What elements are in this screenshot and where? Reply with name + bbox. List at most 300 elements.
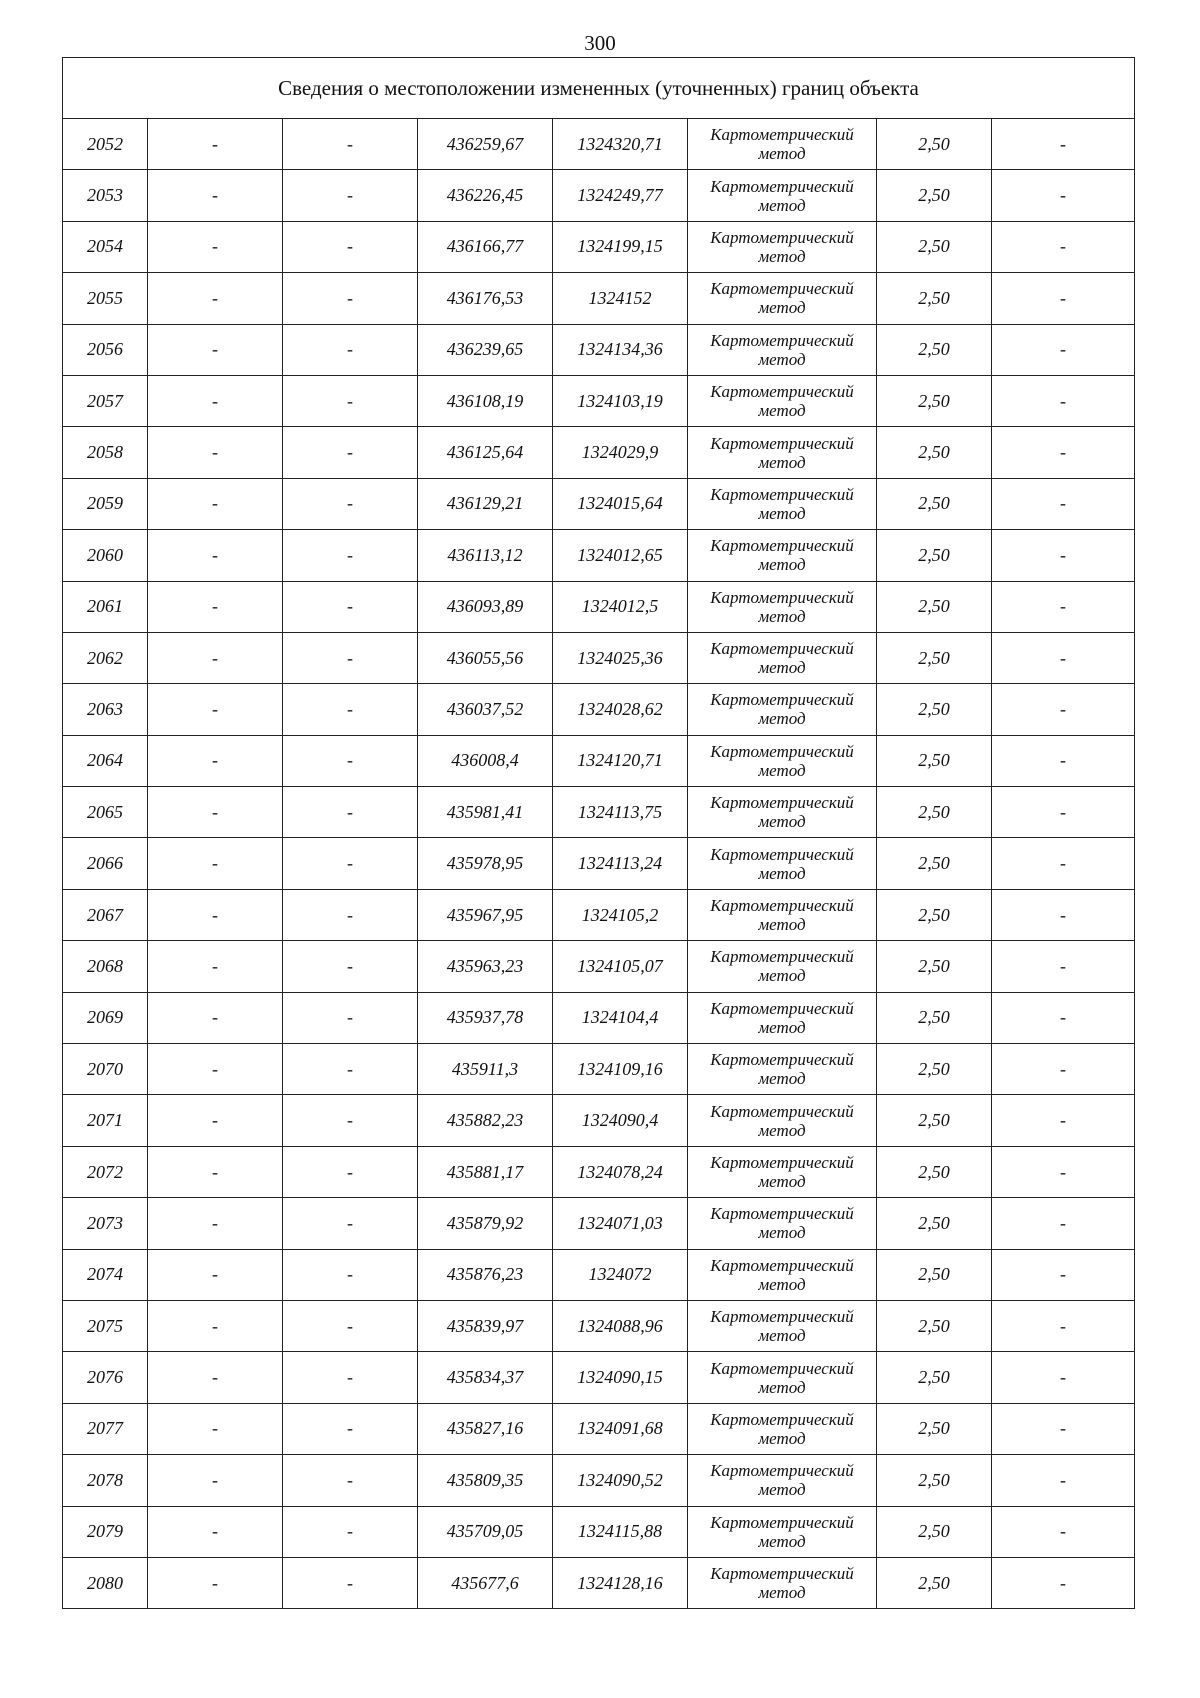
method-line1: Картометрический: [710, 793, 854, 813]
table-row: [63, 889, 1135, 940]
description-cell: -: [992, 632, 1135, 683]
point-number-cell: 2073: [63, 1198, 148, 1249]
x-coordinate-cell: 435882,23: [418, 1095, 553, 1146]
point-number-cell: 2074: [63, 1249, 148, 1300]
point-number-cell: 2055: [63, 273, 148, 324]
method-line2: метод: [758, 1377, 806, 1397]
old-x-cell: -: [148, 1352, 283, 1403]
method-cell: [688, 1300, 877, 1351]
x-coordinate-cell: 435967,95: [418, 889, 553, 940]
method-line2: метод: [758, 144, 806, 164]
x-coordinate-cell: 436093,89: [418, 581, 553, 632]
x-coordinate-cell: 436108,19: [418, 375, 553, 426]
old-x-cell: -: [148, 735, 283, 786]
method-line2: метод: [758, 606, 806, 626]
method-line1: Картометрический: [710, 433, 854, 453]
method-line1: Картометрический: [710, 536, 854, 556]
method-line1: Картометрический: [710, 382, 854, 402]
old-y-cell: -: [283, 1455, 418, 1506]
method-line1: Картометрический: [710, 1358, 854, 1378]
description-cell: -: [992, 1506, 1135, 1557]
x-coordinate-cell: 435834,37: [418, 1352, 553, 1403]
old-x-cell: -: [148, 1249, 283, 1300]
old-x-cell: -: [148, 478, 283, 529]
x-coordinate-cell: 436239,65: [418, 324, 553, 375]
x-coordinate-cell: 435677,6: [418, 1557, 553, 1608]
old-y-cell: -: [283, 581, 418, 632]
old-y-cell: -: [283, 375, 418, 426]
old-x-cell: -: [148, 1455, 283, 1506]
table-row: [63, 1044, 1135, 1095]
method-line2: метод: [758, 760, 806, 780]
old-y-cell: -: [283, 1352, 418, 1403]
point-number-cell: 2075: [63, 1300, 148, 1351]
precision-cell: 2,50: [877, 1095, 992, 1146]
point-number-cell: 2070: [63, 1044, 148, 1095]
old-y-cell: -: [283, 170, 418, 221]
precision-cell: 2,50: [877, 375, 992, 426]
old-y-cell: -: [283, 1198, 418, 1249]
old-x-cell: -: [148, 119, 283, 170]
y-coordinate-cell: 1324090,4: [553, 1095, 688, 1146]
y-coordinate-cell: 1324103,19: [553, 375, 688, 426]
old-y-cell: -: [283, 1300, 418, 1351]
x-coordinate-cell: 435827,16: [418, 1403, 553, 1454]
method-line1: Картометрический: [710, 1153, 854, 1172]
method-line2: метод: [758, 349, 806, 369]
method-cell: [688, 787, 877, 838]
old-x-cell: -: [148, 170, 283, 221]
point-number-cell: 2079: [63, 1506, 148, 1557]
x-coordinate-cell: 436113,12: [418, 530, 553, 581]
old-x-cell: -: [148, 632, 283, 683]
method-line1: Картометрический: [710, 1255, 854, 1275]
table-row: [63, 221, 1135, 272]
point-number-cell: 2054: [63, 221, 148, 272]
description-cell: -: [992, 684, 1135, 735]
method-line2: метод: [758, 1120, 806, 1140]
method-line2: метод: [758, 246, 806, 266]
precision-cell: 2,50: [877, 1352, 992, 1403]
table-row: [63, 1506, 1135, 1557]
table-row: [63, 838, 1135, 889]
precision-cell: 2,50: [877, 889, 992, 940]
old-y-cell: -: [283, 941, 418, 992]
method-cell: [688, 221, 877, 272]
method-line1: Картометрический: [710, 1050, 854, 1070]
precision-cell: 2,50: [877, 941, 992, 992]
x-coordinate-cell: 435937,78: [418, 992, 553, 1043]
old-x-cell: -: [148, 992, 283, 1043]
table-row: [63, 530, 1135, 581]
method-line1: Картометрический: [710, 844, 854, 864]
precision-cell: 2,50: [877, 1300, 992, 1351]
method-cell: [688, 170, 877, 221]
method-cell: [688, 1352, 877, 1403]
description-cell: -: [992, 530, 1135, 581]
old-y-cell: -: [283, 889, 418, 940]
point-number-cell: 2064: [63, 735, 148, 786]
method-line1: Картометрический: [710, 896, 854, 916]
precision-cell: 2,50: [877, 735, 992, 786]
method-line1: Картометрический: [710, 176, 854, 196]
method-cell: [688, 478, 877, 529]
description-cell: -: [992, 1095, 1135, 1146]
old-x-cell: -: [148, 941, 283, 992]
old-x-cell: -: [148, 530, 283, 581]
table-row: [63, 787, 1135, 838]
table-row: [63, 324, 1135, 375]
y-coordinate-cell: 1324088,96: [553, 1300, 688, 1351]
table-row: [63, 1455, 1135, 1506]
description-cell: -: [992, 1044, 1135, 1095]
description-cell: -: [992, 1146, 1135, 1197]
old-x-cell: -: [148, 838, 283, 889]
method-cell: [688, 119, 877, 170]
description-cell: -: [992, 941, 1135, 992]
method-line1: Картометрический: [710, 947, 854, 967]
table-row: [63, 427, 1135, 478]
precision-cell: 2,50: [877, 992, 992, 1043]
precision-cell: 2,50: [877, 1146, 992, 1197]
old-x-cell: -: [148, 1146, 283, 1197]
x-coordinate-cell: 435839,97: [418, 1300, 553, 1351]
method-cell: [688, 427, 877, 478]
old-x-cell: -: [148, 1506, 283, 1557]
description-cell: -: [992, 1352, 1135, 1403]
old-x-cell: -: [148, 787, 283, 838]
x-coordinate-cell: 435911,3: [418, 1044, 553, 1095]
method-line2: метод: [758, 1274, 806, 1294]
method-cell: [688, 632, 877, 683]
point-number-cell: 2052: [63, 119, 148, 170]
point-number-cell: 2059: [63, 478, 148, 529]
x-coordinate-cell: 435879,92: [418, 1198, 553, 1249]
y-coordinate-cell: 1324078,24: [553, 1146, 688, 1197]
precision-cell: 2,50: [877, 1044, 992, 1095]
point-number-cell: 2068: [63, 941, 148, 992]
point-number-cell: 2072: [63, 1146, 148, 1197]
description-cell: -: [992, 375, 1135, 426]
description-cell: -: [992, 992, 1135, 1043]
y-coordinate-cell: 1324090,52: [553, 1455, 688, 1506]
old-x-cell: -: [148, 375, 283, 426]
y-coordinate-cell: 1324028,62: [553, 684, 688, 735]
y-coordinate-cell: 1324025,36: [553, 632, 688, 683]
point-number-cell: 2061: [63, 581, 148, 632]
precision-cell: 2,50: [877, 787, 992, 838]
table-row: [63, 992, 1135, 1043]
precision-cell: 2,50: [877, 632, 992, 683]
description-cell: -: [992, 889, 1135, 940]
method-line2: метод: [758, 503, 806, 523]
y-coordinate-cell: 1324071,03: [553, 1198, 688, 1249]
y-coordinate-cell: 1324199,15: [553, 221, 688, 272]
old-y-cell: -: [283, 273, 418, 324]
precision-cell: 2,50: [877, 1455, 992, 1506]
x-coordinate-cell: 436176,53: [418, 273, 553, 324]
old-y-cell: -: [283, 478, 418, 529]
x-coordinate-cell: 435981,41: [418, 787, 553, 838]
old-y-cell: -: [283, 221, 418, 272]
method-line1: Картометрический: [710, 484, 854, 504]
x-coordinate-cell: 435978,95: [418, 838, 553, 889]
y-coordinate-cell: 1324109,16: [553, 1044, 688, 1095]
description-cell: -: [992, 581, 1135, 632]
table-row: [63, 684, 1135, 735]
old-y-cell: -: [283, 632, 418, 683]
table-title: Сведения о местоположении измененных (уточненных) границ объекта: [63, 58, 1135, 119]
method-cell: [688, 838, 877, 889]
y-coordinate-cell: 1324104,4: [553, 992, 688, 1043]
method-line1: Картометрический: [710, 587, 854, 607]
table-row: [63, 478, 1135, 529]
method-line2: метод: [758, 1480, 806, 1500]
method-line2: метод: [758, 812, 806, 832]
method-line1: Картометрический: [710, 330, 854, 350]
table-row: [63, 1249, 1135, 1300]
method-line1: Картометрический: [710, 1564, 854, 1584]
method-line2: метод: [758, 452, 806, 472]
y-coordinate-cell: 1324091,68: [553, 1403, 688, 1454]
table-body: [63, 119, 1135, 1609]
method-line2: метод: [758, 1223, 806, 1243]
old-y-cell: -: [283, 1249, 418, 1300]
precision-cell: 2,50: [877, 1506, 992, 1557]
y-coordinate-cell: 1324015,64: [553, 478, 688, 529]
precision-cell: 2,50: [877, 1557, 992, 1608]
point-number-cell: 2076: [63, 1352, 148, 1403]
method-cell: [688, 1403, 877, 1454]
method-line1: Картометрический: [710, 227, 854, 247]
point-number-cell: 2065: [63, 787, 148, 838]
method-line1: Картометрический: [710, 1461, 854, 1481]
x-coordinate-cell: 436055,56: [418, 632, 553, 683]
table-row: [63, 632, 1135, 683]
description-cell: -: [992, 787, 1135, 838]
point-number-cell: 2053: [63, 170, 148, 221]
precision-cell: 2,50: [877, 684, 992, 735]
method-line2: метод: [758, 915, 806, 935]
method-line1: Картометрический: [710, 279, 854, 299]
description-cell: -: [992, 1198, 1135, 1249]
x-coordinate-cell: 435876,23: [418, 1249, 553, 1300]
point-number-cell: 2056: [63, 324, 148, 375]
old-x-cell: -: [148, 1198, 283, 1249]
table-row: [63, 1095, 1135, 1146]
y-coordinate-cell: 1324115,88: [553, 1506, 688, 1557]
old-y-cell: -: [283, 324, 418, 375]
method-line1: Картометрический: [710, 690, 854, 710]
description-cell: -: [992, 1455, 1135, 1506]
x-coordinate-cell: 436226,45: [418, 170, 553, 221]
method-line2: метод: [758, 195, 806, 215]
table-row: [63, 735, 1135, 786]
method-cell: [688, 1506, 877, 1557]
table-row: [63, 1146, 1135, 1197]
table-row: [63, 581, 1135, 632]
old-x-cell: -: [148, 581, 283, 632]
method-cell: [688, 684, 877, 735]
method-line1: Картометрический: [710, 125, 854, 145]
boundary-coordinates-table: [62, 57, 1135, 1609]
old-y-cell: -: [283, 1557, 418, 1608]
table-row: [63, 273, 1135, 324]
page-number: 300: [584, 31, 616, 55]
point-number-cell: 2062: [63, 632, 148, 683]
method-line2: метод: [758, 555, 806, 575]
point-number-cell: 2080: [63, 1557, 148, 1608]
method-line1: Картометрический: [710, 639, 854, 659]
old-x-cell: -: [148, 1044, 283, 1095]
method-cell: [688, 992, 877, 1043]
method-line2: метод: [758, 1172, 806, 1191]
description-cell: -: [992, 119, 1135, 170]
old-y-cell: -: [283, 1146, 418, 1197]
description-cell: -: [992, 221, 1135, 272]
description-cell: -: [992, 1300, 1135, 1351]
precision-cell: 2,50: [877, 838, 992, 889]
y-coordinate-cell: 1324113,24: [553, 838, 688, 889]
precision-cell: 2,50: [877, 427, 992, 478]
method-line2: метод: [758, 1583, 806, 1603]
method-cell: [688, 889, 877, 940]
method-cell: [688, 324, 877, 375]
point-number-cell: 2069: [63, 992, 148, 1043]
x-coordinate-cell: 435881,17: [418, 1146, 553, 1197]
description-cell: -: [992, 427, 1135, 478]
y-coordinate-cell: 1324249,77: [553, 170, 688, 221]
y-coordinate-cell: 1324134,36: [553, 324, 688, 375]
method-cell: [688, 1146, 877, 1197]
precision-cell: 2,50: [877, 1403, 992, 1454]
y-coordinate-cell: 1324152: [553, 273, 688, 324]
point-number-cell: 2067: [63, 889, 148, 940]
y-coordinate-cell: 1324320,71: [553, 119, 688, 170]
precision-cell: 2,50: [877, 581, 992, 632]
x-coordinate-cell: 436259,67: [418, 119, 553, 170]
table-row: [63, 1352, 1135, 1403]
point-number-cell: 2057: [63, 375, 148, 426]
y-coordinate-cell: 1324090,15: [553, 1352, 688, 1403]
table-row: [63, 1300, 1135, 1351]
method-cell: [688, 1455, 877, 1506]
method-line2: метод: [758, 401, 806, 421]
precision-cell: 2,50: [877, 119, 992, 170]
precision-cell: 2,50: [877, 324, 992, 375]
description-cell: -: [992, 478, 1135, 529]
method-line2: метод: [758, 1428, 806, 1448]
table-row: [63, 1198, 1135, 1249]
table-row: [63, 375, 1135, 426]
old-x-cell: -: [148, 889, 283, 940]
method-cell: [688, 375, 877, 426]
x-coordinate-cell: 435963,23: [418, 941, 553, 992]
old-y-cell: -: [283, 735, 418, 786]
description-cell: -: [992, 324, 1135, 375]
y-coordinate-cell: 1324128,16: [553, 1557, 688, 1608]
method-cell: [688, 273, 877, 324]
point-number-cell: 2077: [63, 1403, 148, 1454]
old-x-cell: -: [148, 684, 283, 735]
old-y-cell: -: [283, 1403, 418, 1454]
description-cell: -: [992, 273, 1135, 324]
x-coordinate-cell: 436125,64: [418, 427, 553, 478]
method-line1: Картометрический: [710, 1204, 854, 1224]
method-cell: [688, 941, 877, 992]
y-coordinate-cell: 1324120,71: [553, 735, 688, 786]
description-cell: -: [992, 1249, 1135, 1300]
method-line2: метод: [758, 709, 806, 729]
table-row: [63, 1557, 1135, 1608]
method-cell: [688, 1044, 877, 1095]
method-cell: [688, 530, 877, 581]
precision-cell: 2,50: [877, 530, 992, 581]
method-line1: Картометрический: [710, 1512, 854, 1532]
precision-cell: 2,50: [877, 478, 992, 529]
method-line2: метод: [758, 1531, 806, 1551]
description-cell: -: [992, 1403, 1135, 1454]
old-y-cell: -: [283, 427, 418, 478]
old-y-cell: -: [283, 992, 418, 1043]
description-cell: -: [992, 838, 1135, 889]
method-line1: Картометрический: [710, 1307, 854, 1327]
table-row: [63, 941, 1135, 992]
x-coordinate-cell: 436037,52: [418, 684, 553, 735]
old-y-cell: -: [283, 787, 418, 838]
x-coordinate-cell: 435809,35: [418, 1455, 553, 1506]
x-coordinate-cell: 436008,4: [418, 735, 553, 786]
precision-cell: 2,50: [877, 170, 992, 221]
table-row: [63, 170, 1135, 221]
old-x-cell: -: [148, 1403, 283, 1454]
old-y-cell: -: [283, 684, 418, 735]
old-x-cell: -: [148, 221, 283, 272]
x-coordinate-cell: 436166,77: [418, 221, 553, 272]
method-cell: [688, 1557, 877, 1608]
y-coordinate-cell: 1324105,07: [553, 941, 688, 992]
method-line2: метод: [758, 658, 806, 678]
method-cell: [688, 735, 877, 786]
method-line1: Картометрический: [710, 741, 854, 761]
old-y-cell: -: [283, 1095, 418, 1146]
point-number-cell: 2063: [63, 684, 148, 735]
old-y-cell: -: [283, 838, 418, 889]
method-line2: метод: [758, 1017, 806, 1037]
method-line2: метод: [758, 863, 806, 883]
table-row: [63, 119, 1135, 170]
method-line1: Картометрический: [710, 1101, 854, 1121]
method-line1: Картометрический: [710, 998, 854, 1018]
old-x-cell: -: [148, 273, 283, 324]
old-x-cell: -: [148, 1557, 283, 1608]
y-coordinate-cell: 1324072: [553, 1249, 688, 1300]
old-y-cell: -: [283, 119, 418, 170]
old-y-cell: -: [283, 1044, 418, 1095]
description-cell: -: [992, 735, 1135, 786]
old-y-cell: -: [283, 530, 418, 581]
old-x-cell: -: [148, 1300, 283, 1351]
method-line2: метод: [758, 966, 806, 986]
point-number-cell: 2066: [63, 838, 148, 889]
method-line2: метод: [758, 298, 806, 318]
y-coordinate-cell: 1324105,2: [553, 889, 688, 940]
method-line2: метод: [758, 1326, 806, 1346]
method-line1: Картометрический: [710, 1409, 854, 1429]
y-coordinate-cell: 1324113,75: [553, 787, 688, 838]
x-coordinate-cell: 435709,05: [418, 1506, 553, 1557]
point-number-cell: 2058: [63, 427, 148, 478]
